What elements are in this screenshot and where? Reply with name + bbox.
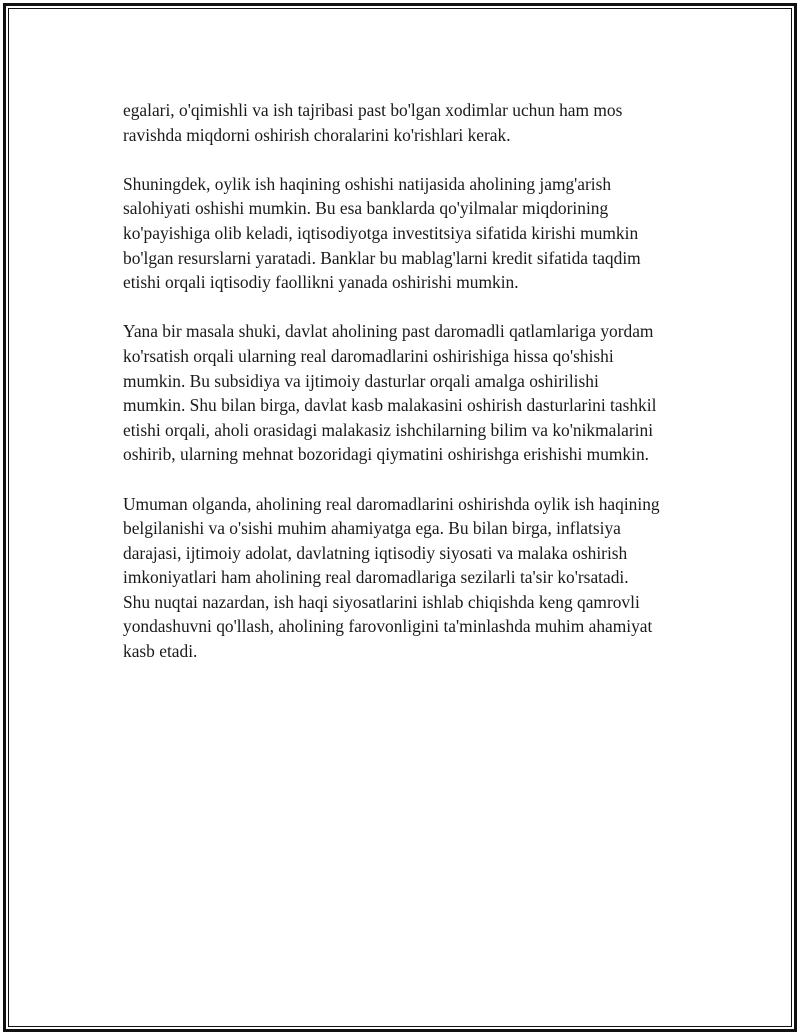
document-body [123, 98, 703, 688]
paragraph-3: Yana bir masala shuki, davlat aholining past daromadli qatlamlariga yordam ko'rsatish orqali ularning real daromadlarini oshirishiga hissa qo'shishi mumkin. Bu subsidiya va ijtimoiy dasturlar orqali amalga oshirilishi mumkin. Shu bilan birga, davlat kasb malakasini oshirish dasturlarini tashkil etishi orqali, aholi orasidagi malakasiz ishchilarning bilim va ko'nikmalarini oshirib, ularning mehnat bozoridagi qiymatini oshirishga erishishi mumkin. [123, 321, 657, 465]
paragraph-4: Umuman olganda, aholining real daromadlarini oshirishda oylik ish haqining belgilanishi va o'sishi muhim ahamiyatga ega. Bu bilan birga, inflatsiya darajasi, ijtimoiy adolat, davlatning iqtisodiy siyosati va malaka oshirish imkoniyatlari ham aholining real daromadlariga sezilarli ta'sir ko'rsatadi. Shu nuqtai nazardan, ish haqi siyosatlarini ishlab chiqishda keng qamrovli yondashuvni qo'llash, aholining farovonligini ta'minlashda muhim ahamiyat kasb etadi. [123, 493, 660, 662]
page-border-frame [3, 3, 797, 1032]
paragraph-1: egalari, o'qimishli va ish tajribasi past bo'lgan xodimlar uchun ham mos ravishda miqdorni oshirish choralarini ko'rishlari kerak. [123, 100, 623, 145]
paragraph-2: Shuningdek, oylik ish haqining oshishi natijasida aholining jamg'arish salohiyati oshishi mumkin. Bu esa banklarda qo'yilmalar miqdorining ko'payishiga olib keladi, iqtisodiyotga investitsiya sifatida kirishi mumkin bo'lgan resurslarni yaratadi. Banklar bu mablag'larni kredit sifatida taqdim etishi orqali iqtisodiy faollikni yanada oshirishi mumkin. [123, 173, 641, 293]
